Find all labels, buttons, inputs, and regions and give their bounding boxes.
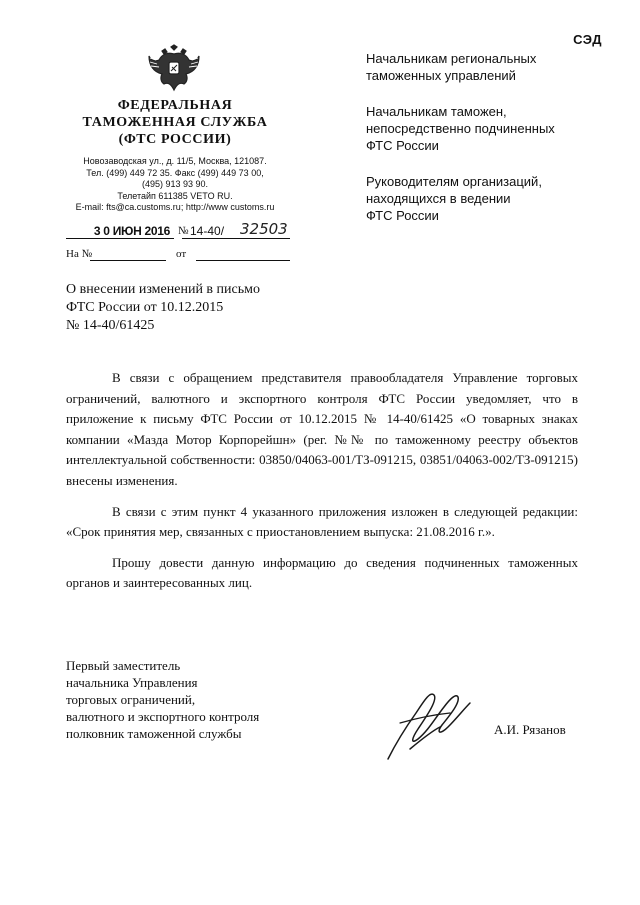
signer-line-2: начальника Управления xyxy=(66,675,198,690)
agency-abbreviation: (ФТС РОССИИ) xyxy=(118,132,232,147)
letter-body xyxy=(66,368,578,604)
handwritten-signature-icon xyxy=(370,683,480,765)
number-underline xyxy=(182,238,290,239)
addressee-line: Руководителям организаций, xyxy=(366,174,542,189)
addressee-line: находящихся в ведении xyxy=(366,191,511,206)
signer-line-3: торговых ограничений, xyxy=(66,692,196,707)
addressee-line: ФТС России xyxy=(366,208,439,223)
reference-date-label: от xyxy=(176,248,187,260)
reference-row xyxy=(66,248,290,264)
addressee-line: ФТС России xyxy=(366,138,439,153)
agency-name-line-1: ФЕДЕРАЛЬНАЯ xyxy=(117,98,233,113)
document-marker: СЭД xyxy=(573,32,602,47)
coat-of-arms-icon xyxy=(146,44,202,92)
registration-date-stamp: 3 0 ИЮН 2016 xyxy=(93,224,170,238)
registration-row xyxy=(66,220,290,242)
signer-line-1: Первый заместитель xyxy=(66,658,181,673)
subject-line-3: № 14-40/61425 xyxy=(66,318,155,333)
signer-position xyxy=(66,657,326,742)
reference-date-blank xyxy=(196,260,290,261)
agency-name-line-2: ТАМОЖЕННАЯ СЛУЖБА xyxy=(82,115,268,130)
addressee-block xyxy=(366,50,596,243)
subject-line-1: О внесении изменений в письмо xyxy=(66,282,260,297)
signer-line-5: полковник таможенной службы xyxy=(66,726,242,741)
body-paragraph-2: В связи с этим пункт 4 указанного приложения изложен в следующей редакции: «Срок принятия мер, связанных с приостановлением выпуска: 21.08.2016 г.». xyxy=(66,503,578,540)
body-paragraph-3: Прошу довести данную информацию до сведения подчиненных таможенных органов и заинтересованных лиц. xyxy=(66,554,578,591)
addressee-item xyxy=(366,173,596,224)
registration-number-handwritten: 32503 xyxy=(240,220,288,238)
agency-email: E-mail: fts@ca.customs.ru; http://www customs.ru xyxy=(75,202,275,212)
agency-phone-2: (495) 913 93 90. xyxy=(141,179,209,189)
agency-contacts xyxy=(60,156,290,214)
addressee-line: Начальникам таможен, xyxy=(366,104,507,119)
addressee-line: Начальникам региональных xyxy=(366,51,537,66)
agency-address: Новозаводская ул., д. 11/5, Москва, 121087. xyxy=(83,156,267,166)
body-paragraph-1: В связи с обращением представителя правообладателя Управление торговых ограничений, валютного и экспортного контроля ФТС России уведомляет, что в приложение к письму ФТС России от 10.12.2015 № 14-40/61425 «О товарных знаках компании «Мазда Мотор Корпорейшн» (рег. №№ по таможенному реестру объектов интеллектуальной собственности: 03850/04063-001/ТЗ-091215, 03851/04063-002/ТЗ-091215) внесены изменения. xyxy=(66,370,578,488)
reference-number-label: На № xyxy=(66,248,93,260)
number-label: № xyxy=(178,225,189,237)
letter-subject xyxy=(66,281,306,335)
addressee-item xyxy=(366,103,596,154)
registration-number: 14-40/ xyxy=(190,224,225,238)
agency-teletype: Телетайп 611385 VETO RU. xyxy=(117,190,233,201)
addressee-line: непосредственно подчиненных xyxy=(366,121,555,136)
agency-phone: Тел. (499) 449 72 35. Факс (499) 449 73 00, xyxy=(86,167,264,178)
signer-name: А.И. Рязанов xyxy=(494,722,566,737)
reference-number-blank xyxy=(90,260,166,261)
addressee-item xyxy=(366,50,596,84)
addressee-line: таможенных управлений xyxy=(366,68,516,83)
date-underline xyxy=(66,238,174,239)
subject-line-2: ФТС России от 10.12.2015 xyxy=(66,300,224,315)
agency-header xyxy=(70,97,280,148)
signer-line-4: валютного и экспортного контроля xyxy=(66,709,260,724)
